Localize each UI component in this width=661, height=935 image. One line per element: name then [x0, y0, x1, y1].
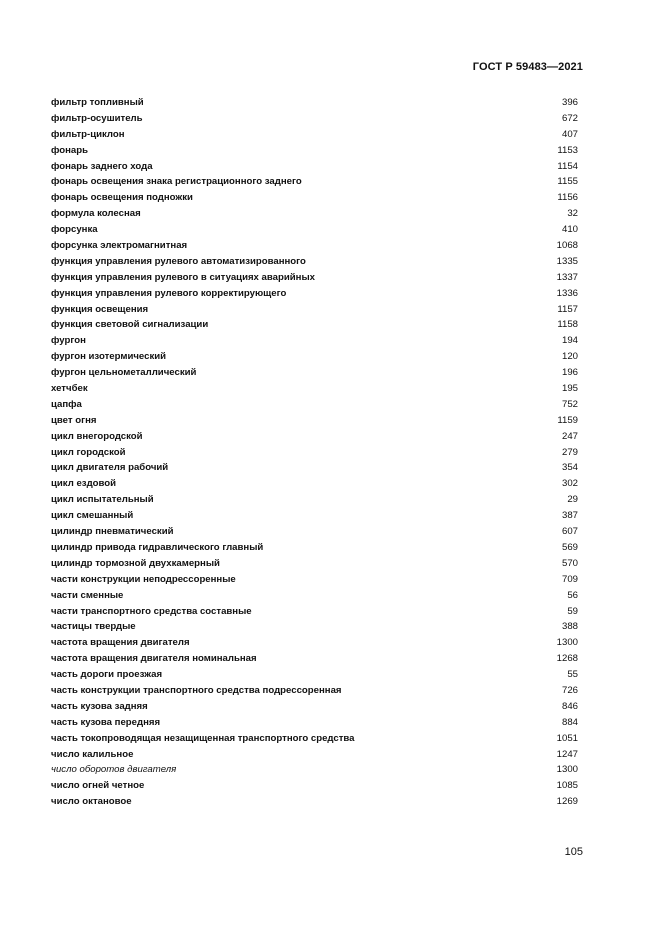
index-term-number: 407 — [561, 128, 578, 140]
index-entry — [51, 445, 578, 461]
index-term-number: 1300 — [556, 637, 578, 649]
index-term-number: 196 — [561, 367, 578, 379]
index-entry — [51, 715, 578, 731]
index-entry — [51, 524, 578, 540]
index-entry — [51, 174, 578, 190]
index-term: фургон — [51, 335, 86, 347]
index-term-number: 29 — [567, 494, 578, 506]
index-term: число оборотов двигателя — [51, 764, 177, 776]
index-term: частицы твердые — [51, 621, 136, 633]
index-term-number: 410 — [561, 224, 578, 236]
index-entry — [51, 556, 578, 572]
index-term: цикл испытательный — [51, 494, 154, 506]
index-entry — [51, 540, 578, 556]
index-entry — [51, 635, 578, 651]
index-entry — [51, 619, 578, 635]
index-term: фонарь — [51, 144, 89, 156]
index-term: функция управления рулевого автоматизированного — [51, 255, 306, 267]
index-term: часть дороги проезжая — [51, 669, 163, 681]
index-term-number: 1336 — [556, 287, 578, 299]
index-entry — [51, 95, 578, 111]
index-entry — [51, 111, 578, 127]
index-term: часть кузова задняя — [51, 700, 148, 712]
index-entry — [51, 683, 578, 699]
index-term: число калильное — [51, 748, 134, 760]
index-term-number: 1068 — [556, 240, 578, 252]
index-entry — [51, 731, 578, 747]
index-entry — [51, 254, 578, 270]
index-term-number: 32 — [567, 208, 578, 220]
index-entry — [51, 206, 578, 222]
index-term-number: 672 — [561, 112, 578, 124]
index-term: функция управления рулевого корректирующего — [51, 287, 287, 299]
term-index-list — [51, 95, 578, 810]
index-term: частота вращения двигателя номинальная — [51, 653, 257, 665]
index-term: форсунка — [51, 224, 98, 236]
index-term: цикл городской — [51, 446, 126, 458]
index-term: цапфа — [51, 398, 82, 410]
index-term: часть токопроводящая незащищенная транспортного средства — [51, 732, 355, 744]
index-term: функция освещения — [51, 303, 149, 315]
index-term: хетчбек — [51, 383, 88, 395]
index-term-number: 59 — [567, 605, 578, 617]
index-entry — [51, 429, 578, 445]
index-term-number: 55 — [567, 669, 578, 681]
index-term: фильтр-осушитель — [51, 112, 143, 124]
index-term-number: 279 — [561, 446, 578, 458]
index-term-number: 1085 — [556, 780, 578, 792]
index-entry — [51, 159, 578, 175]
index-term: фонарь заднего хода — [51, 160, 153, 172]
index-entry — [51, 349, 578, 365]
index-term-number: 1158 — [557, 319, 578, 331]
index-term-number: 607 — [561, 526, 578, 538]
index-term: части сменные — [51, 589, 124, 601]
index-term: число огней четное — [51, 780, 145, 792]
index-term: фильтр-циклон — [51, 128, 125, 140]
index-term: цикл ездовой — [51, 478, 117, 490]
index-entry — [51, 397, 578, 413]
index-entry — [51, 794, 578, 810]
index-term: цикл двигателя рабочий — [51, 462, 169, 474]
index-term-number: 1335 — [556, 255, 578, 267]
index-term-number: 387 — [561, 510, 578, 522]
index-entry — [51, 778, 578, 794]
index-term: цилиндр привода гидравлического главный — [51, 541, 264, 553]
index-term-number: 1155 — [557, 176, 578, 188]
index-entry — [51, 222, 578, 238]
index-term-number: 302 — [561, 478, 578, 490]
index-entry — [51, 381, 578, 397]
index-term-number: 1269 — [556, 796, 578, 808]
index-term: части конструкции неподрессоренные — [51, 573, 236, 585]
index-entry — [51, 667, 578, 683]
index-term: фильтр топливный — [51, 97, 144, 108]
index-entry — [51, 588, 578, 604]
index-term: формула колесная — [51, 208, 141, 220]
index-term-number: 388 — [561, 621, 578, 633]
index-entry — [51, 747, 578, 763]
index-term-number: 752 — [561, 398, 578, 410]
index-entry — [51, 460, 578, 476]
index-term: части транспортного средства составные — [51, 605, 252, 617]
index-term-number: 247 — [561, 430, 578, 442]
index-term-number: 120 — [561, 351, 578, 363]
index-entry — [51, 127, 578, 143]
index-term: фонарь освещения подножки — [51, 192, 193, 204]
index-entry — [51, 699, 578, 715]
index-term-number: 194 — [561, 335, 578, 347]
index-entry — [51, 333, 578, 349]
document-header: ГОСТ Р 59483—2021 — [472, 61, 583, 73]
index-entry — [51, 604, 578, 620]
index-entry — [51, 572, 578, 588]
index-entry — [51, 476, 578, 492]
index-term: фургон изотермический — [51, 351, 167, 363]
index-entry — [51, 762, 578, 778]
index-term-number: 1247 — [556, 748, 578, 760]
index-term: цвет огня — [51, 414, 97, 426]
page-number: 105 — [564, 846, 583, 858]
index-term-number: 570 — [561, 557, 578, 569]
index-term: фургон цельнометаллический — [51, 367, 197, 379]
index-term: функция управления рулевого в ситуациях аварийных — [51, 271, 315, 283]
index-term: часть конструкции транспортного средства подрессоренная — [51, 684, 342, 696]
index-entry — [51, 508, 578, 524]
index-term: частота вращения двигателя — [51, 637, 190, 649]
index-entry — [51, 270, 578, 286]
index-term-number: 884 — [561, 716, 578, 728]
index-term-number: 1159 — [557, 414, 578, 426]
index-term-number: 195 — [561, 383, 578, 395]
index-entry — [51, 492, 578, 508]
index-term: фонарь освещения знака регистрационного заднего — [51, 176, 302, 188]
index-entry — [51, 413, 578, 429]
index-term-number: 396 — [561, 97, 578, 108]
index-term-number: 1268 — [556, 653, 578, 665]
index-entry — [51, 302, 578, 318]
index-entry — [51, 190, 578, 206]
index-term-number: 569 — [561, 541, 578, 553]
index-entry — [51, 286, 578, 302]
index-term: форсунка электромагнитная — [51, 240, 188, 252]
index-term: цилиндр тормозной двухкамерный — [51, 557, 220, 569]
index-term: цикл внегородской — [51, 430, 143, 442]
index-term: цикл смешанный — [51, 510, 134, 522]
index-term-number: 726 — [561, 684, 578, 696]
index-term-number: 1156 — [557, 192, 578, 204]
index-term-number: 354 — [561, 462, 578, 474]
index-term-number: 56 — [567, 589, 578, 601]
index-term-number: 709 — [561, 573, 578, 585]
index-term-number: 846 — [561, 700, 578, 712]
index-entry — [51, 238, 578, 254]
index-term-number: 1051 — [556, 732, 578, 744]
index-term-number: 1153 — [557, 144, 578, 156]
index-entry — [51, 317, 578, 333]
index-term: часть кузова передняя — [51, 716, 161, 728]
index-term-number: 1154 — [557, 160, 578, 172]
index-term: число октановое — [51, 796, 132, 808]
index-term-number: 1300 — [556, 764, 578, 776]
index-entry — [51, 365, 578, 381]
index-term: функция световой сигнализации — [51, 319, 209, 331]
index-term-number: 1337 — [556, 271, 578, 283]
index-term-number: 1157 — [557, 303, 578, 315]
index-entry — [51, 143, 578, 159]
index-term: цилиндр пневматический — [51, 526, 174, 538]
index-entry — [51, 651, 578, 667]
